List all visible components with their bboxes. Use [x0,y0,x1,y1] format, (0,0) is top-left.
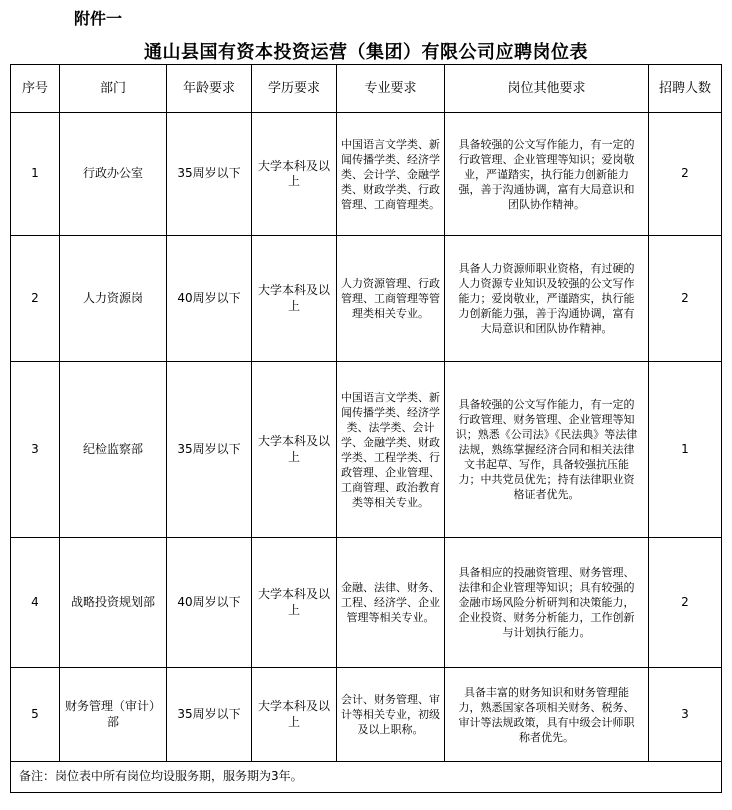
cell-dept: 财务管理（审计）部 [60,668,167,762]
cell-dept: 行政办公室 [60,113,167,236]
cell-edu: 大学本科及以上 [252,538,337,668]
cell-count: 1 [649,362,722,538]
cell-count: 2 [649,113,722,236]
table-row [11,236,722,362]
cell-dept: 人力资源岗 [60,236,167,362]
header-major: 专业要求 [337,65,445,113]
cell-dept: 纪检监察部 [60,362,167,538]
table-row [11,668,722,762]
header-other: 岗位其他要求 [445,65,649,113]
cell-age: 40周岁以下 [167,538,252,668]
cell-major: 人力资源管理、行政管理、工商管理等管理类相关专业。 [337,236,445,362]
note-row [11,762,722,793]
cell-other: 具备较强的公文写作能力，有一定的行政管理、企业管理等知识；爱岗敬业，严谨踏实，执行能力创新能力强，善于沟通协调，富有大局意识和团队协作精神。 [445,113,649,236]
header-seq: 序号 [11,65,60,113]
cell-age: 35周岁以下 [167,362,252,538]
cell-seq: 4 [11,538,60,668]
attachment-label: 附件一 [74,9,123,28]
cell-major: 中国语言文学类、新闻传播学类、经济学类、会计学、金融学类、财政学类、行政管理、工商管理类。 [337,113,445,236]
cell-major: 中国语言文学类、新闻传播学类、经济学类、法学类、会计学、金融学类、财政学类、工程学类、行政管理、企业管理、工商管理、政治教育类等相关专业。 [337,362,445,538]
page-title: 通山县国有资本投资运营（集团）有限公司应聘岗位表 [144,42,588,63]
cell-seq: 3 [11,362,60,538]
recruitment-table [10,64,722,793]
table-row [11,538,722,668]
cell-count: 3 [649,668,722,762]
cell-age: 35周岁以下 [167,668,252,762]
cell-seq: 5 [11,668,60,762]
cell-other: 具备相应的投融资管理、财务管理、法律和企业管理等知识；具有较强的金融市场风险分析研判和决策能力，企业投资、财务分析能力，工作创新与计划执行能力。 [445,538,649,668]
cell-age: 40周岁以下 [167,236,252,362]
header-age: 年龄要求 [167,65,252,113]
header-count: 招聘人数 [649,65,722,113]
cell-major: 会计、财务管理、审计等相关专业，初级及以上职称。 [337,668,445,762]
cell-count: 2 [649,538,722,668]
cell-edu: 大学本科及以上 [252,113,337,236]
cell-dept: 战略投资规划部 [60,538,167,668]
header-dept: 部门 [60,65,167,113]
cell-edu: 大学本科及以上 [252,362,337,538]
table-note: 备注：岗位表中所有岗位均设服务期，服务期为3年。 [11,762,722,793]
cell-other: 具备丰富的财务知识和财务管理能力，熟悉国家各项相关财务、税务、审计等法规政策，具有中级会计师职称者优先。 [445,668,649,762]
cell-other: 具备较强的公文写作能力，有一定的行政管理、财务管理、企业管理等知识；熟悉《公司法》《民法典》等法律法规，熟练掌握经济合同和相关法律文书起草、写作，具备较强抗压能力；中共党员优先；持有法律职业资格证者优先。 [445,362,649,538]
cell-count: 2 [649,236,722,362]
cell-age: 35周岁以下 [167,113,252,236]
cell-major: 金融、法律、财务、工程、经济学、企业管理等相关专业。 [337,538,445,668]
table-header-row [11,65,722,113]
cell-edu: 大学本科及以上 [252,668,337,762]
header-edu: 学历要求 [252,65,337,113]
cell-seq: 2 [11,236,60,362]
cell-seq: 1 [11,113,60,236]
cell-edu: 大学本科及以上 [252,236,337,362]
cell-other: 具备人力资源师职业资格，有过硬的人力资源专业知识及较强的公文写作能力；爱岗敬业，严谨踏实，执行能力创新能力强，善于沟通协调，富有大局意识和团队协作精神。 [445,236,649,362]
table-row [11,113,722,236]
table-row [11,362,722,538]
